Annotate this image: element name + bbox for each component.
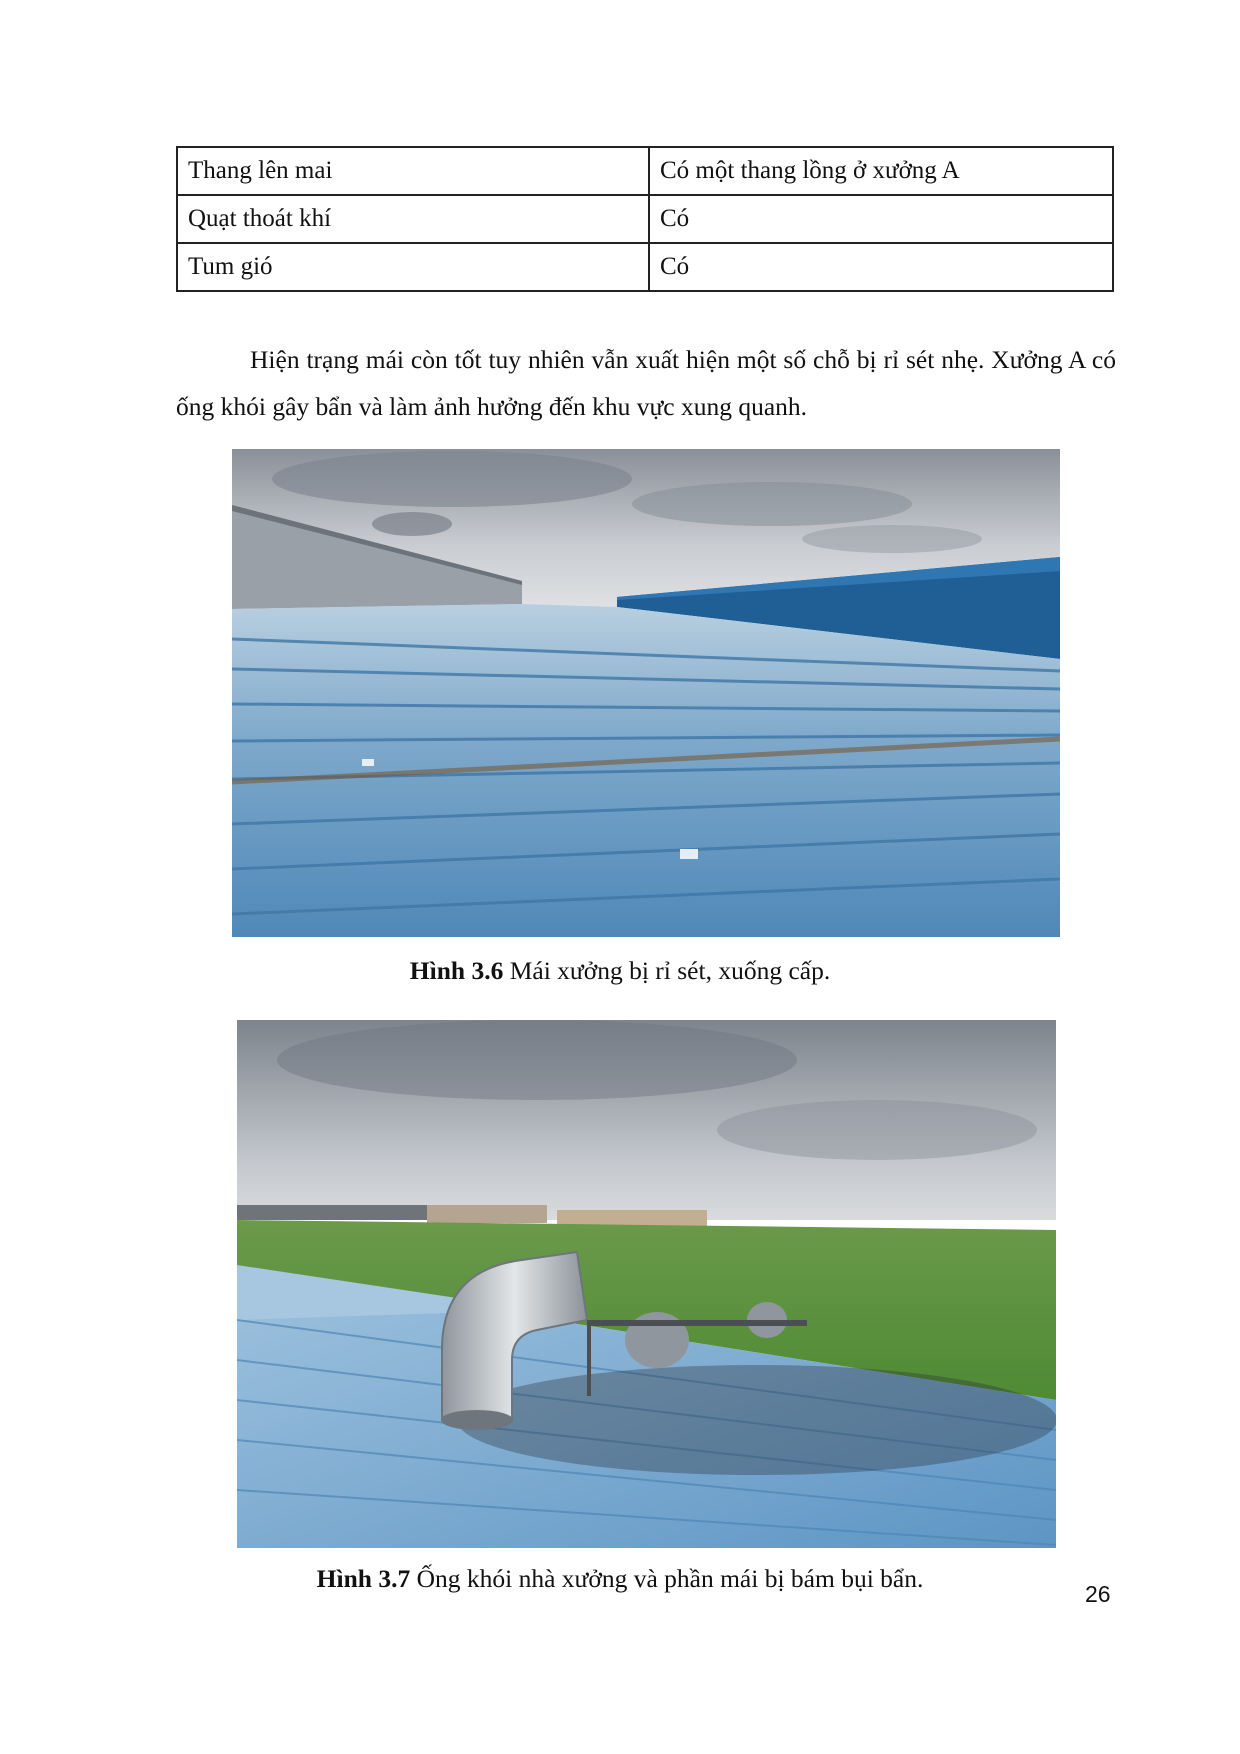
body-paragraph-text: Hiện trạng mái còn tốt tuy nhiên vẫn xuất hiện một số chỗ bị rỉ sét nhẹ. Xưởng A có ống khói gây bẩn và làm ảnh hưởng đến khu vực xung quanh.: [176, 345, 1116, 421]
chimney-photo: [237, 1020, 1056, 1548]
table-row: [177, 195, 1113, 243]
table-row: [177, 147, 1113, 195]
table-cell-value: Có: [649, 243, 1113, 291]
page-number: 26: [1085, 1581, 1111, 1607]
roof-info-table: [176, 146, 1114, 292]
table-cell-label: Quạt thoát khí: [177, 195, 649, 243]
table-cell-label: Tum gió: [177, 243, 649, 291]
figure-caption: [0, 956, 1240, 986]
figure-label: Hình 3.7: [316, 1564, 411, 1593]
body-paragraph: [176, 336, 1116, 430]
figure-caption-text: Ống khói nhà xưởng và phần mái bị bám bụi bẩn.: [410, 1564, 924, 1593]
table-cell-value: Có một thang lồng ở xưởng A: [649, 147, 1113, 195]
table-cell-value: Có: [649, 195, 1113, 243]
figure-label: Hình 3.6: [409, 956, 504, 985]
table-row: [177, 243, 1113, 291]
figure-caption: [0, 1564, 1240, 1594]
table-cell-label: Thang lên mai: [177, 147, 649, 195]
roof-photo: [232, 449, 1060, 937]
figure-caption-text: Mái xưởng bị rỉ sét, xuống cấp.: [503, 956, 831, 985]
